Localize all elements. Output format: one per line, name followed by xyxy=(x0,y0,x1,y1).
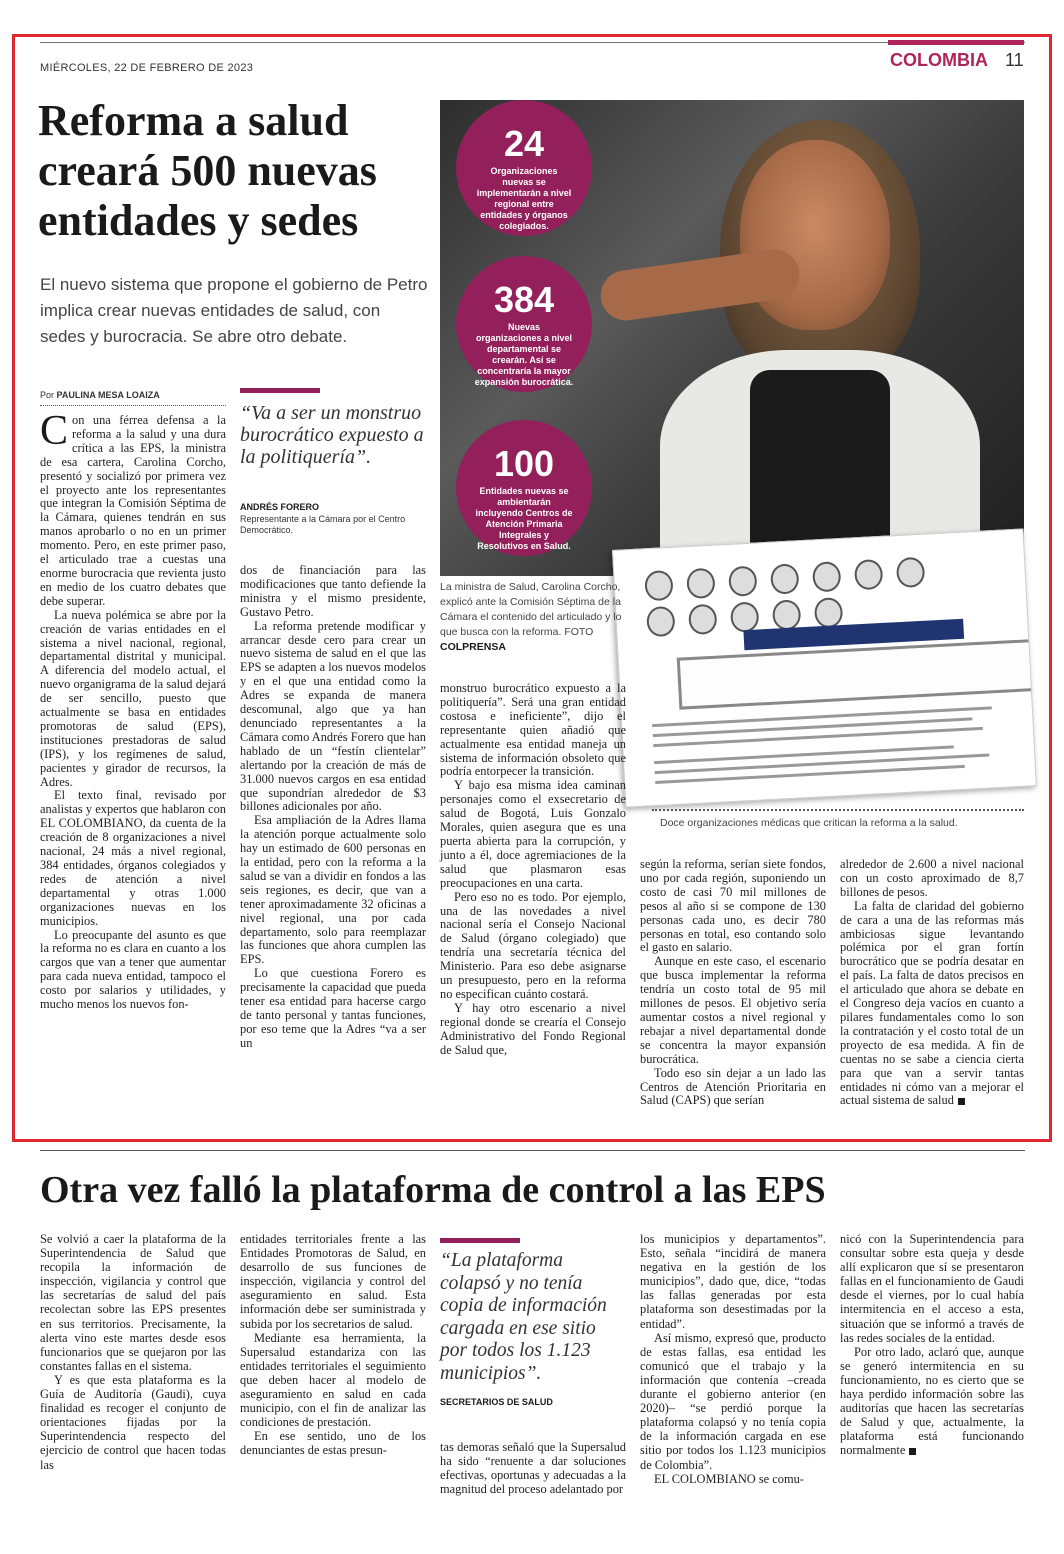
paragraph: La nueva polémica se abre por la creación de varias entidades en el sistema a nivel nacional, regional, departamental distrital y municipal. A diferencia del modelo actual, el nuevo organigrama de la salud dejará de ser sencillo, puesto que actualmente se basa en entidades promotoras de salud (EPS), instituciones prestadoras de salud (IPS), y los regímenes de salud, pacientes y girador de recursos, la Adres. xyxy=(40,607,226,789)
end-of-article-mark xyxy=(958,1098,965,1105)
pull-quote-bar xyxy=(440,1238,520,1243)
stat-text: Organizaciones nuevas se implementarán a nivel regional entre entidades y órganos colegiados. xyxy=(476,166,572,231)
stat-circle xyxy=(456,100,592,236)
byline-author: PAULINA MESA LOAIZA xyxy=(56,390,160,400)
pull-quote-role: Representante a la Cámara por el Centro Democrático. xyxy=(240,514,406,535)
header-date: MIÉRCOLES, 22 DE FEBRERO DE 2023 xyxy=(40,62,254,74)
stat-circle xyxy=(456,420,592,556)
pull-quote: “Va a ser un monstruo burocrático expuesto a la politiquería”. xyxy=(240,402,424,468)
organization-logo xyxy=(688,604,718,635)
paragraph: Mediante esa herramienta, la Supersalud estandariza con las entidades territoriales el seguimiento que deben hacer al modelo de aseguramiento en salud en cada municipio, con el fin de analizar las condiciones de prestación. xyxy=(240,1330,426,1430)
article-dek: El nuevo sistema que propone el gobierno de Petro implica crear nuevas entidades de salud, con sedes y burocracia. Se abre otro debate. xyxy=(40,275,428,346)
stat-text: Entidades nuevas se ambientarán incluyendo Centros de Atención Primaria Integrales y Resolutivos en Salud. xyxy=(475,486,573,551)
paragraph: los municipios y departamentos”. Esto, señala “incidirá de manera negativa en la gestión de los municipios”, dado que, dice, “todas las fallas generadas por esta plataforma son desestimadas por la entidad”. xyxy=(640,1232,826,1331)
organization-logo xyxy=(854,559,884,590)
section-label: COLOMBIA xyxy=(890,50,988,70)
paragraph: Lo que cuestiona Forero es precisamente la capacidad que pueda tener esa entidad para hacerse cargo de tanto personal y tantas funciones, por eso teme que la Adres “va a ser un xyxy=(240,966,426,1050)
paragraph: La reforma pretende modificar y arrancar desde cero para crear un nuevo sistema de salud en el que las EPS se adapten a los nuevos modelos y en el que una entidad como la Adres se expanda de manera descomunal, algo que ya han denunciado representantes a la Cámara como Andrés Forero que han hablado de un “festín clientelar” alertando por la creación de más de 31.000 nuevos cargos en esa entidad que supondrían alrededor de $3 billones adicionales por año. xyxy=(240,618,426,814)
paragraph: dos de financiación para las modificaciones que tanto defiende la ministra y el mismo presidente, Gustavo Petro. xyxy=(240,563,426,619)
minister-figure xyxy=(620,120,1000,576)
paragraph: según la reforma, serían siete fondos, uno por cada región, suponiendo un costo de casi 70 mil millones de pesos al año si se compone de 130 personas cada uno, es decir 780 personas en total, eso contando solo el gasto en salario. xyxy=(640,857,826,955)
organization-logo xyxy=(772,599,802,630)
article-column-5 xyxy=(840,858,1024,1108)
article-column-2 xyxy=(240,564,426,1051)
article2-column-5 xyxy=(840,1232,1024,1458)
document-caption: Doce organizaciones médicas que critican la reforma a la salud. xyxy=(660,817,958,829)
article-column-3 xyxy=(440,682,626,1057)
header-rule xyxy=(40,42,1025,43)
pull-quote: “La plataforma colapsó y no tenía copia de información cargada en ese sitio por todos los 1.123 municipios”. xyxy=(440,1250,607,1384)
organization-logo xyxy=(770,563,800,594)
paragraph: Y hay otro escenario a nivel regional donde se crearía el Consejo Administrativo del Fondo Regional de Salud que, xyxy=(440,1000,626,1057)
byline-prefix: Por xyxy=(40,390,55,400)
stat-number: 100 xyxy=(493,443,555,484)
stat-number: 24 xyxy=(503,123,545,164)
paragraph: Aunque en este caso, el escenario que busca implementar la reforma tendría un costo total de 95 mil millones de pesos. El objetivo sería aumentar costos a nivel regional y rebajar a nivel departamental donde se concentra la mayor expansión burocrática. xyxy=(640,954,826,1066)
document-highlight-box xyxy=(677,639,1037,710)
paragraph: Y es que esta plataforma es la Guía de Auditoría (Gaudi), cuya finalidad es recoger el conjunto de orientaciones fijadas por la Superintendencia respecto del ejercicio de control que hacen todas las xyxy=(40,1372,226,1472)
article-separator xyxy=(40,1150,1025,1151)
organization-logo xyxy=(812,561,842,592)
article2-column-1 xyxy=(40,1232,226,1472)
article-headline: Reforma a salud creará 500 nuevas entidades y sedes xyxy=(38,96,377,245)
pull-quote-author: ANDRÉS FORERO xyxy=(240,502,320,512)
byline xyxy=(40,390,160,400)
article2-headline: Otra vez falló la plataforma de control a las EPS xyxy=(40,1169,826,1211)
organization-logo xyxy=(730,601,760,632)
organization-logo xyxy=(896,557,926,588)
article-column-1 xyxy=(40,408,226,1012)
organization-logo xyxy=(728,565,758,596)
byline-rule xyxy=(40,405,226,406)
organization-logo xyxy=(644,570,674,601)
stat-text: Nuevas organizaciones a nivel departamental se crearán. Así se concentraría la mayor expansión burocrática. xyxy=(474,322,574,387)
paragraph: Todo eso sin dejar a un lado las Centros de Atención Prioritaria en Salud (CAPS) que serían xyxy=(640,1065,826,1108)
organization-logo xyxy=(686,568,716,599)
doc-caption-rule xyxy=(652,809,1024,811)
photo-caption xyxy=(440,580,626,655)
paragraph: En ese sentido, uno de los denunciantes de estas presun- xyxy=(240,1429,426,1458)
paragraph: Así mismo, expresó que, producto de estas fallas, esa entidad les comunicó que el trabajo y la información que contenía –creada durante el gobierno anterior (en 2020)– “se perdió porque la plataforma colapsó y no tenía copia de la información cargada en ese sitio por todos los 1.123 municipios de Colombia”. xyxy=(640,1330,826,1472)
section-bar xyxy=(888,40,1024,45)
pull-quote-author: SECRETARIOS DE SALUD xyxy=(440,1397,553,1407)
paragraph: EL COLOMBIANO se comu- xyxy=(654,1471,804,1486)
pull-quote-bar xyxy=(240,388,320,393)
paragraph: Esa ampliación de la Adres llama la atención porque actualmente solo hay un estimado de 600 personas en la entidad, pero con la reforma a la salud se van a dividir en fondos a las seis regiones, es decir, que van a tener aproximadamente 32 oficinas a nivel regional, una por cada departamento, solo para reemplazar las funciones que ahora cumplen las EPS. xyxy=(240,813,426,967)
photo-caption-text: La ministra de Salud, Carolina Corcho, explicó ante la Comisión Séptima de la Cámara el contenido del articulado y lo que busca con la reforma. xyxy=(440,581,622,638)
paragraph: Y bajo esa misma idea caminan personajes como el exsecretario de salud de Bogotá, Luis Gonzalo Morales, quien asegura que es una puerta abierta para la corrupción, y junto a él, doce agremiaciones de la salud que plasmaron esas preocupaciones en una carta. xyxy=(440,778,626,890)
photo-credit: COLPRENSA xyxy=(440,641,506,653)
paragraph: nicó con la Superintendencia para consultar sobre esta queja y desde allí explicaron que sí se presentaron fallas en el funcionamiento de Gaudi desde el viernes, por lo cual había intermitencia en el acceso a esta, situación que se informó a través de las redes sociales de la entidad. xyxy=(840,1232,1024,1345)
photo-credit-label: FOTO xyxy=(564,626,594,638)
stat-number: 384 xyxy=(493,279,555,320)
article2-column-4 xyxy=(640,1232,826,1486)
paragraph: Lo preocupante del asunto es que la reforma no es clara en cuanto a los cargos que van a tener que aumentar para cada nueva entidad, tampoco el costo por salarios y utilidades, y mucho menos los nuevos fon- xyxy=(40,927,226,1012)
dropcap: C xyxy=(40,408,69,454)
paragraph: monstruo burocrático expuesto a la politiquería”. Será una gran entidad costosa e ineficiente”, dijo el representante quien añadió que actualmente esa entidad maneja un sistema de información obsoleto que podría entorpecer la transición. xyxy=(440,681,626,779)
paragraph: Pero eso no es todo. Por ejemplo, una de las novedades a nivel nacional sería el Consejo Nacional de Salud (órgano colegiado) que tendría una secretaría técnica del Ministerio. Para eso debe asignarse un presupuesto, pero en la reforma no especifican cuánto costará. xyxy=(440,889,626,1001)
paragraph: La falta de claridad del gobierno de cara a una de las reformas más ambiciosas sigue levantando polémica por el gran fortín burocrático que se podría desatar en el país. La falta de datos precisos en el articulado que ahora se debate en el Congreso deja vacíos en cuanto a pilares fundamentales como lo son la contratación y el costo total de un proyecto de esa medida. A fin de cuentas no se sabe a ciencia cierta para que van a servir tantas entidades ni cómo van a mejorar el actual sistema de salud xyxy=(840,898,1024,1108)
paragraph: entidades territoriales frente a las Entidades Promotoras de Salud, en desarrollo de sus funciones de inspección, vigilancia y control del aseguramiento en salud. Esta información debe ser suministrada y subida por los secretarios de salud. xyxy=(240,1232,426,1331)
organization-logo xyxy=(646,606,676,637)
article2-column-3 xyxy=(440,1440,626,1496)
paragraph: Con una férrea defensa a la reforma a la salud y una dura crítica a las EPS, la ministra de esa cartera, Carolina Corcho, presentó y socializó por primera vez el proyecto ante los representantes que integran la Comisión Séptima de la Cámara, quienes tendrán en sus manos aprobarlo o no en un primer momento. Pero, en este primer paso, el articulado trae a cuestas una enorme burocracia que revienta justo en medio de los cuatro debates que debe superar. xyxy=(40,408,226,608)
organizations-document-image xyxy=(612,528,1037,807)
page-number: 11 xyxy=(1005,50,1024,70)
paragraph: Se volvió a caer la plataforma de la Superintendencia de Salud que recopila la información de inspección, vigilancia y control que las secretarías de salud del país recolectan sobre las EPS presentes en sus territorios. Precisamente, la alerta vino este martes desde esos funcionarios que se quejaron por las constantes fallas en el sistema. xyxy=(40,1232,226,1373)
organization-logo xyxy=(814,597,844,628)
stat-circle xyxy=(456,256,592,392)
paragraph: alrededor de 2.600 a nivel nacional con un costo aproximado de 8,7 billones de pesos. xyxy=(840,857,1024,899)
paragraph: tas demoras señaló que la Supersalud ha sido “renuente a dar soluciones efectivas, oportunas y adecuadas a la magnitud del proceso adelantado por xyxy=(440,1440,626,1497)
paragraph: El texto final, revisado por analistas y expertos que hablaron con EL COLOMBIANO, da cuenta de la creación de 8 organizaciones a nivel nacional, 24 más a nivel regional, 384 entidades, órganos colegiados y redes de atención a nivel departamental y otras 1.000 organizaciones nuevas en los municipios. xyxy=(40,788,226,928)
article-column-4 xyxy=(640,858,826,1108)
end-of-article-mark xyxy=(909,1448,916,1455)
paragraph: Por otro lado, aclaró que, aunque se generó intermitencia en su funcionamiento, no es cierto que se haya perdido información sobre las auditorías que hacen las secretarías de Salud y que, actualmente, la plataforma está funcionando normalmente xyxy=(840,1344,1024,1458)
article2-column-2 xyxy=(240,1232,426,1458)
